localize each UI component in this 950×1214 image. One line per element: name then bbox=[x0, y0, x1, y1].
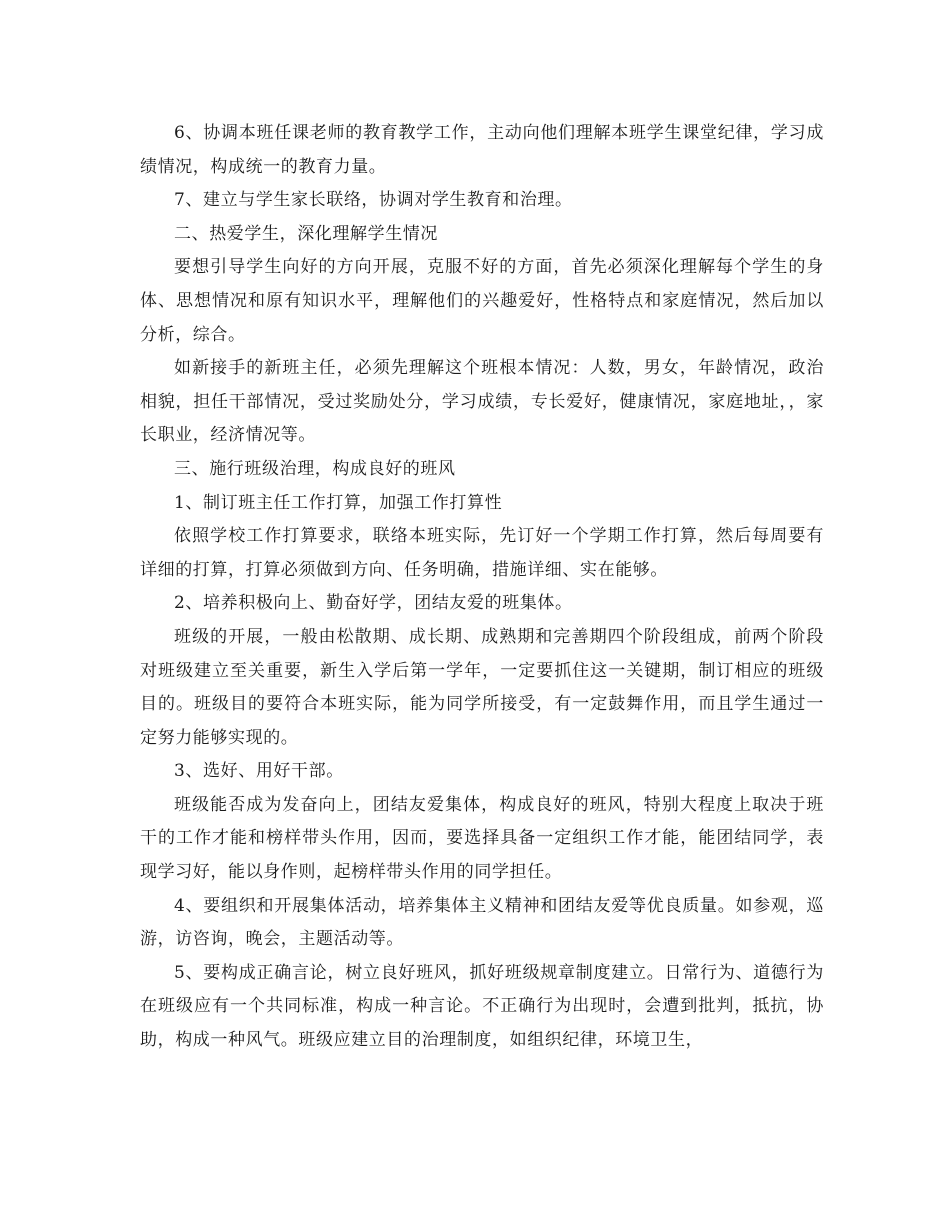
paragraph-class-development: 班级的开展，一般由松散期、成长期、成熟期和完善期四个阶段组成，前两个阶段对班级建立至关重要，新生入学后第一学年，一定要抓住这一关键期，制订相应的班级目的。班级目的要符合本班实际，能为同学所接受，有一定鼓舞作用，而且学生通过一定努力能够实现的。 bbox=[140, 626, 824, 748]
paragraph-7: 7、建立与学生家长联络，协调对学生教育和治理。 bbox=[174, 190, 573, 211]
paragraph-5-opinion: 5、要构成正确言论，树立良好班风，抓好班级规章制度建立。日常行为、道德行为在班级应有一个共同标准，构成一种言论。不正确行为出现时，会遭到批判，抵抗，协助，构成一种风气。班级应建立目的治理制度，如组织纪律，环境卫生， bbox=[140, 962, 824, 1051]
paragraph-plan: 依照学校工作打算要求，联络本班实际，先订好一个学期工作打算，然后每周要有详细的打算，打算必须做到方向、任务明确，措施详细、实在能够。 bbox=[140, 526, 824, 580]
section-heading-3: 三、施行班级治理，构成良好的班风 bbox=[174, 458, 456, 479]
paragraph-new-class: 如新接手的新班主任，必须先理解这个班根本情况：人数，男女，年龄情况，政治相貌，担任干部情况，受过奖励处分，学习成绩，专长爱好，健康情况，家庭地址，，家长职业，经济情况等。 bbox=[140, 358, 824, 446]
document-body bbox=[140, 117, 824, 1058]
subheading-3: 3、选好、用好干部。 bbox=[174, 761, 344, 782]
paragraph-understand-students: 要想引导学生向好的方向开展，克服不好的方面，首先必须深化理解每个学生的身体、思想情况和原有知识水平，理解他们的兴趣爱好，性格特点和家庭情况，然后加以分析，综合。 bbox=[140, 257, 824, 345]
paragraph-4-activities: 4、要组织和开展集体活动，培养集体主义精神和团结友爱等优良质量。如参观，巡游，访咨询，晚会，主题活动等。 bbox=[140, 895, 824, 950]
subheading-1: 1、制订班主任工作打算，加强工作打算性 bbox=[174, 492, 503, 513]
paragraph-6: 6、协调本班任课老师的教育教学工作，主动向他们理解本班学生课堂纪律，学习成绩情况，构成统一的教育力量。 bbox=[140, 123, 824, 177]
subheading-2: 2、培养积极向上、勤奋好学，团结友爱的班集体。 bbox=[174, 593, 573, 614]
paragraph-class-leaders: 班级能否成为发奋向上，团结友爱集体，构成良好的班风，特别大程度上取决于班干的工作才能和榜样带头作用，因而，要选择具备一定组织工作才能，能团结同学，表现学习好，能以身作则，起榜样带头作用的同学担任。 bbox=[140, 794, 824, 883]
section-heading-2: 二、热爱学生，深化理解学生情况 bbox=[174, 223, 438, 244]
